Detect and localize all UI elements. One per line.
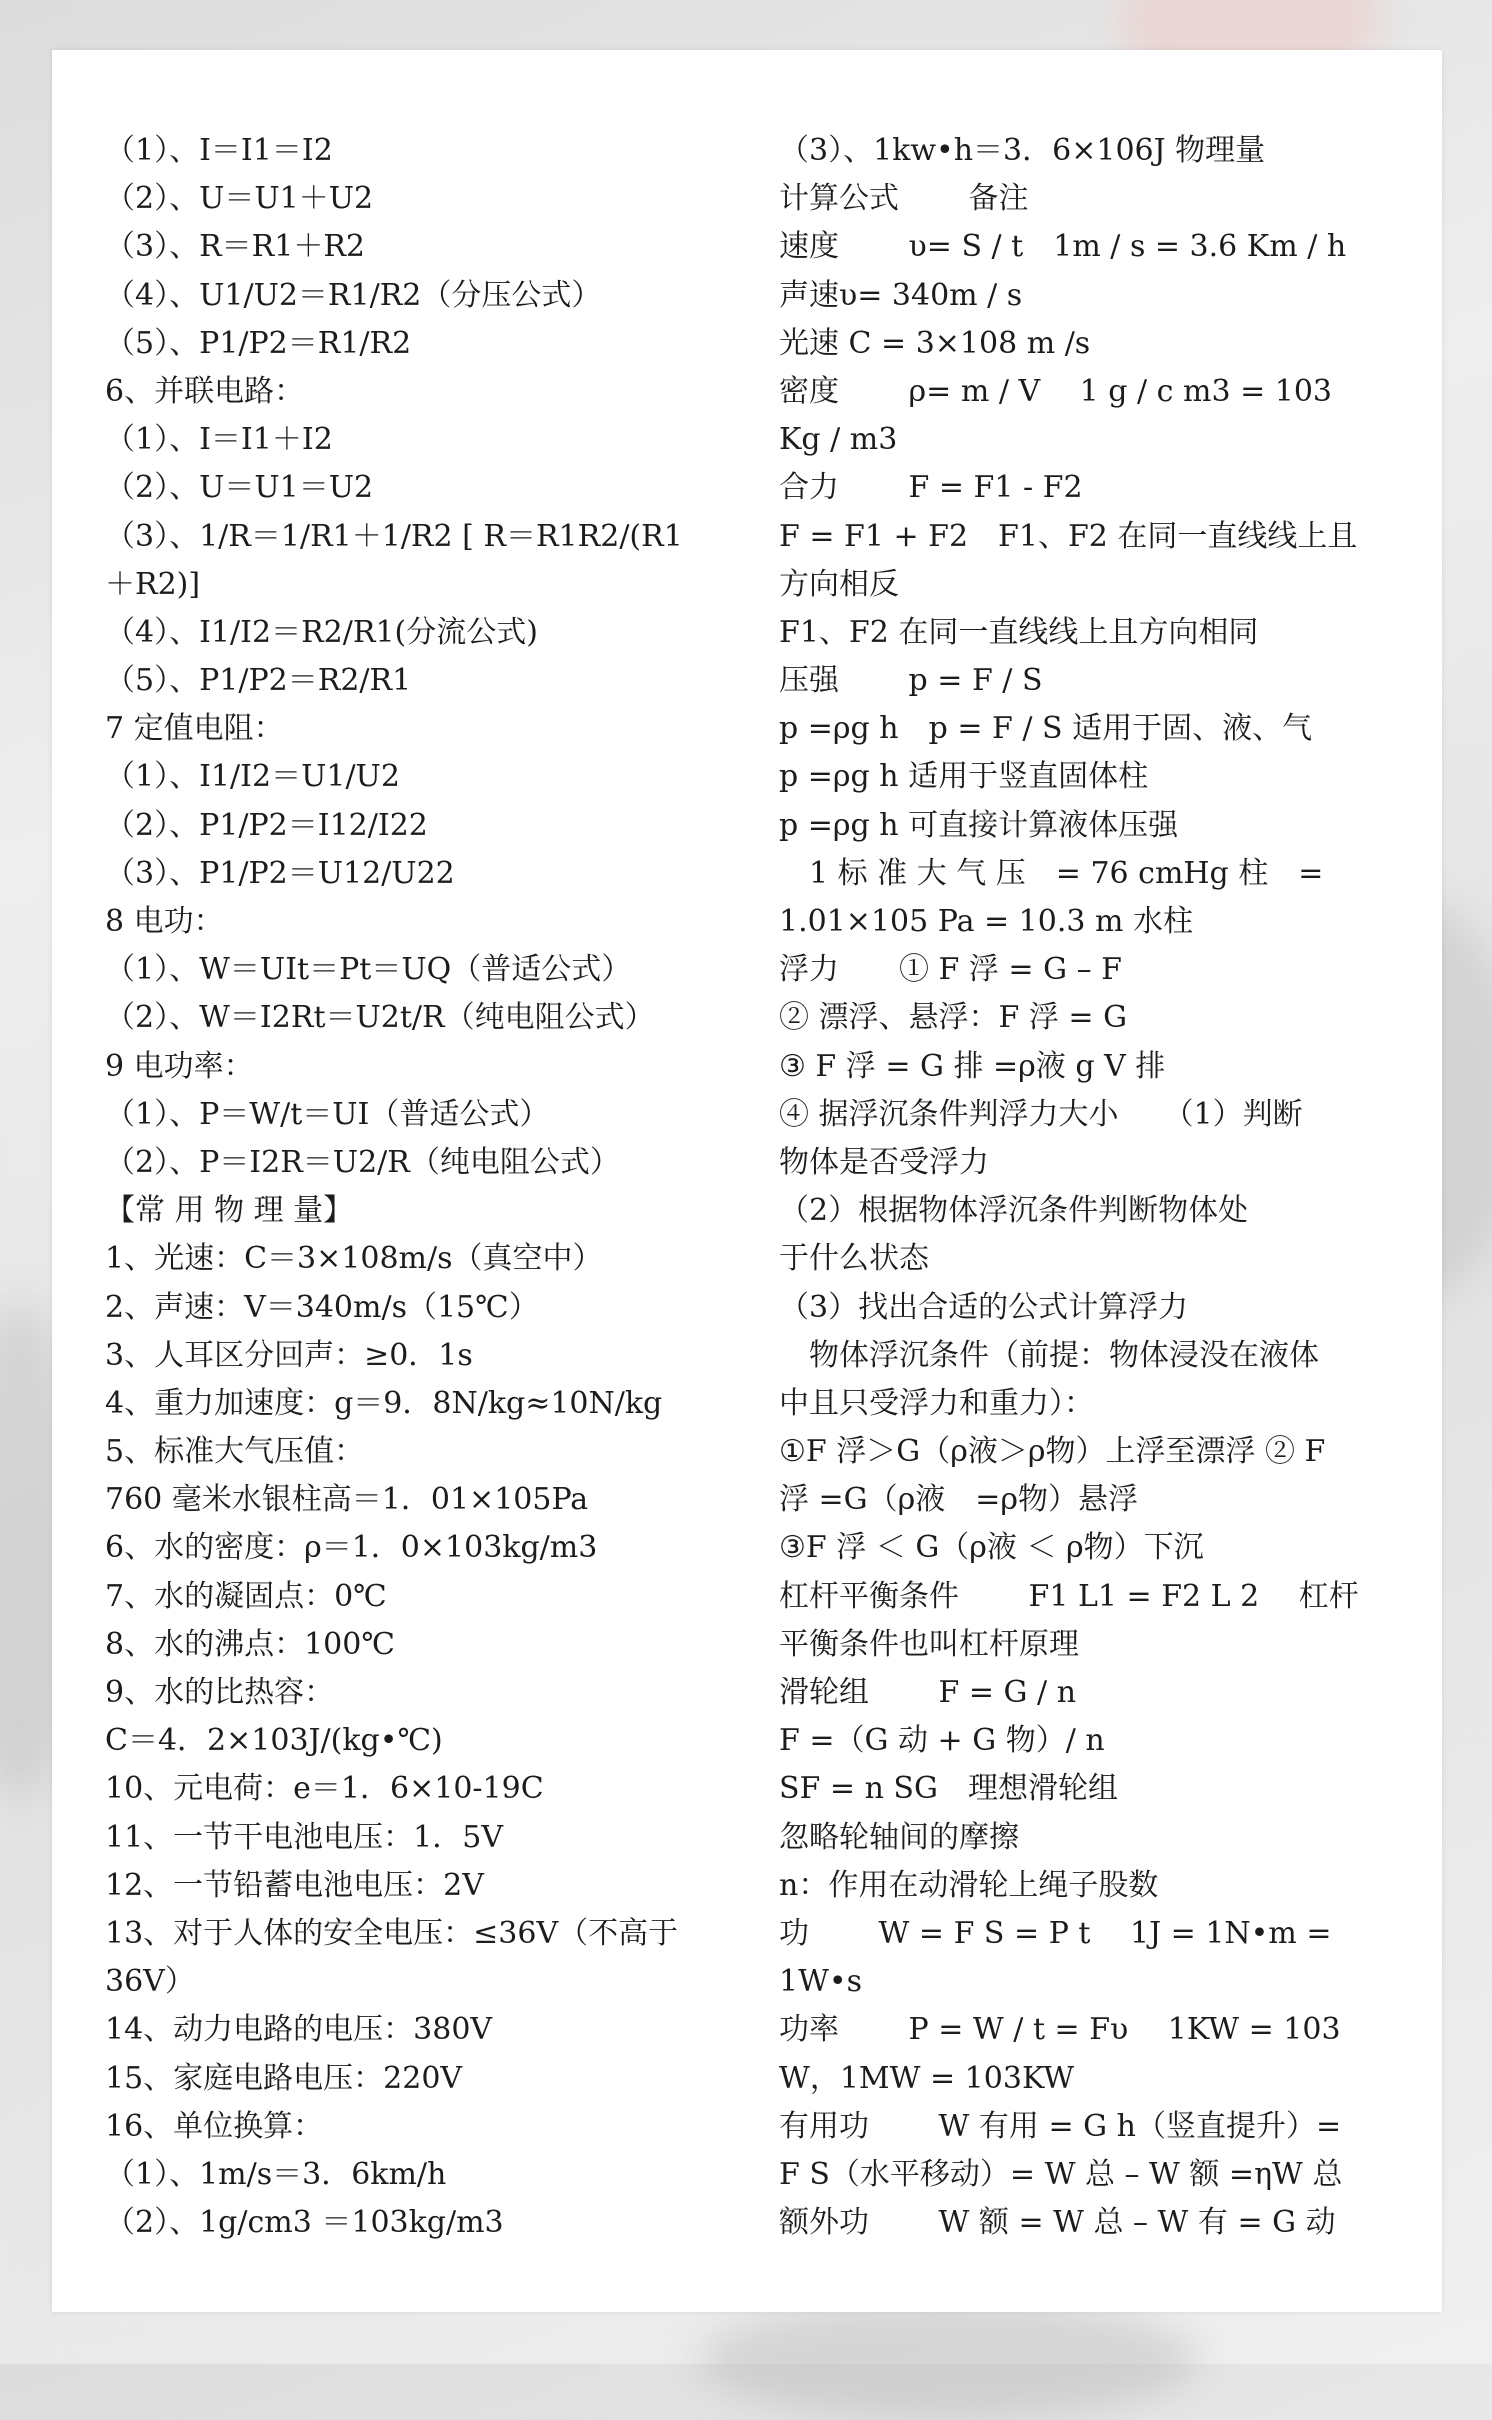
text-line: p =ρg h 适用于竖直固体柱	[779, 759, 1149, 795]
text-line: 1.01×105 Pa = 10.3 m 水柱	[779, 904, 1193, 939]
text-line: 物体是否受浮力	[779, 1144, 989, 1180]
text-line: （3）找出合适的公式计算浮力	[779, 1289, 1189, 1325]
text-line: （2）根据物体浮沉条件判断物体处	[779, 1193, 1249, 1229]
text-line: SF = n SG 理想滑轮组	[779, 1771, 1118, 1807]
text-line: 16、单位换算：	[105, 2108, 324, 2144]
text-line: 9 电功率：	[105, 1048, 254, 1084]
document-page	[52, 50, 1442, 2312]
text-line: 4、重力加速度：g＝9．8N/kg≈10N/kg	[105, 1385, 663, 1421]
text-line: 物体浮沉条件（前提：物体浸没在液体	[779, 1337, 1319, 1373]
background-ink-blot	[700, 2300, 1200, 2420]
text-line: 压强 p = F / S	[779, 663, 1043, 699]
text-line: 13、对于人体的安全电压：≤36V（不高于	[105, 1915, 679, 1951]
text-line: ＋R2)]	[105, 566, 201, 602]
text-line: 平衡条件也叫杠杆原理	[779, 1626, 1079, 1662]
text-line: 2、声速：V＝340m/s（15℃）	[105, 1289, 539, 1325]
text-line: 1、光速：C＝3×108m/s（真空中）	[105, 1241, 603, 1277]
text-line: （5）、P1/P2＝R2/R1	[105, 663, 412, 699]
text-line: 7 定值电阻：	[105, 711, 284, 747]
text-line: （1）、W＝UIt＝Pt＝UQ（普适公式）	[105, 952, 632, 988]
text-line: （3）、1/R＝1/R1＋1/R2 [ R＝R1R2/(R1	[105, 518, 683, 554]
text-line: 760 毫米水银柱高＝1．01×105Pa	[105, 1482, 589, 1518]
text-line: （2）、1g/cm3 ＝103kg/m3	[105, 2205, 504, 2241]
text-line: 6、水的密度：ρ＝1．0×103kg/m3	[105, 1530, 598, 1566]
text-line: ③ F 浮 = G 排 =ρ液 g V 排	[779, 1048, 1166, 1084]
text-line: （4）、U1/U2＝R1/R2（分压公式）	[105, 277, 602, 313]
text-line: 计算公式 备注	[779, 181, 1029, 217]
text-line: 浮 =G（ρ液 =ρ物）悬浮	[779, 1482, 1139, 1518]
text-line: 14、动力电路的电压：380V	[105, 2012, 493, 2048]
text-line: 中且只受浮力和重力）：	[779, 1385, 1094, 1421]
text-line: 声速υ= 340m / s	[779, 277, 1023, 313]
text-line: ③F 浮 ＜ G（ρ液 ＜ ρ物）下沉	[779, 1530, 1204, 1566]
text-line: （2）、U＝U1＝U2	[105, 470, 374, 506]
text-line: ② 漂浮、悬浮：F 浮 = G	[779, 1000, 1128, 1036]
text-line: （1）、1m/s＝3．6km/h	[105, 2156, 447, 2192]
text-line: 于什么状态	[779, 1241, 929, 1277]
text-line: 1W•s	[779, 1964, 863, 2000]
text-line: 忽略轮轴间的摩擦	[779, 1819, 1019, 1855]
text-line: 6、并联电路：	[105, 373, 305, 409]
text-line: （2）、P＝I2R＝U2/R（纯电阻公式）	[105, 1144, 620, 1180]
text-line: （1）、I＝I1＋I2	[105, 422, 333, 458]
text-line: Kg / m3	[779, 422, 898, 458]
text-line: 浮力 ① F 浮 = G – F	[779, 952, 1122, 988]
text-line: 速度 υ= S / t 1m / s = 3.6 Km / h	[779, 229, 1347, 265]
text-line: （3）、R＝R1＋R2	[105, 229, 366, 265]
text-line: （2）、W＝I2Rt＝U2t/R（纯电阻公式）	[105, 1000, 655, 1036]
text-line: 7、水的凝固点：0℃	[105, 1578, 387, 1614]
text-line: F S（水平移动）= W 总 – W 额 =ηW 总	[779, 2156, 1343, 2192]
text-line: p =ρg h p = F / S 适用于固、液、气	[779, 711, 1313, 747]
text-line: 8、水的沸点：100℃	[105, 1626, 395, 1662]
text-line: 11、一节干电池电压：1．5V	[105, 1819, 504, 1855]
text-line: （1）、I＝I1＝I2	[105, 133, 333, 168]
text-line: 10、元电荷：e＝1．6×10-19C	[105, 1771, 544, 1807]
text-line: n：作用在动滑轮上绳子股数	[779, 1867, 1159, 1903]
text-line: 【常 用 物 理 量】	[105, 1193, 354, 1229]
text-line: F1、F2 在同一直线线上且方向相同	[779, 614, 1259, 650]
text-line: 1 标 准 大 气 压 = 76 cmHg 柱 =	[779, 855, 1324, 891]
text-line: 功率 P = W / t = Fυ 1KW = 103	[779, 2012, 1341, 2048]
text-line: F = F1 + F2 F1、F2 在同一直线线上且	[779, 518, 1358, 554]
text-line: 额外功 W 额 = W 总 – W 有 = G 动	[779, 2205, 1336, 2241]
right-text-column	[779, 127, 1444, 2247]
text-line: 12、一节铅蓄电池电压：2V	[105, 1867, 484, 1903]
text-line: 3、人耳区分回声：≥0．1s	[105, 1337, 473, 1373]
text-line: F =（G 动 + G 物）/ n	[779, 1723, 1105, 1759]
text-line: 合力 F = F1 - F2	[779, 470, 1083, 506]
text-line: （2）、U＝U1＋U2	[105, 181, 374, 217]
text-line: ①F 浮＞G（ρ液＞ρ物）上浮至漂浮 ② F	[779, 1434, 1326, 1470]
text-line: C＝4．2×103J/(kg•℃)	[105, 1723, 443, 1759]
text-line: 光速 C = 3×108 m /s	[779, 325, 1091, 361]
text-line: （5）、P1/P2＝R1/R2	[105, 325, 412, 361]
text-line: （3）、P1/P2＝U12/U22	[105, 855, 455, 891]
text-line: 有用功 W 有用 = G h（竖直提升）=	[779, 2108, 1342, 2144]
text-line: ④ 据浮沉条件判浮力大小 （1）判断	[779, 1096, 1303, 1132]
text-line: 密度 ρ= m / V 1 g / c m3 = 103	[779, 373, 1333, 409]
text-line: （1）、I1/I2＝U1/U2	[105, 759, 400, 795]
text-line: p =ρg h 可直接计算液体压强	[779, 807, 1179, 843]
text-line: （1）、P＝W/t＝UI（普适公式）	[105, 1096, 550, 1132]
text-line: 15、家庭电路电压：220V	[105, 2060, 463, 2096]
left-text-column	[105, 127, 745, 2247]
text-line: 方向相反	[779, 566, 899, 602]
text-line: （3）、1kw•h＝3．6×106J 物理量	[779, 133, 1266, 168]
text-line: 8 电功：	[105, 904, 224, 939]
text-line: （4）、I1/I2＝R2/R1(分流公式)	[105, 614, 538, 650]
text-line: 杠杆平衡条件 F1 L1 = F2 L 2 杠杆	[779, 1578, 1359, 1614]
text-line: 5、标准大气压值：	[105, 1434, 365, 1470]
text-line: （2）、P1/P2＝I12/I22	[105, 807, 428, 843]
text-line: 滑轮组 F = G / n	[779, 1675, 1077, 1710]
text-line: 9、水的比热容：	[105, 1675, 335, 1710]
text-line: W，1MW = 103KW	[779, 2060, 1075, 2096]
text-line: 功 W = F S = P t 1J = 1N•m =	[779, 1915, 1332, 1951]
text-line: 36V）	[105, 1964, 195, 2000]
